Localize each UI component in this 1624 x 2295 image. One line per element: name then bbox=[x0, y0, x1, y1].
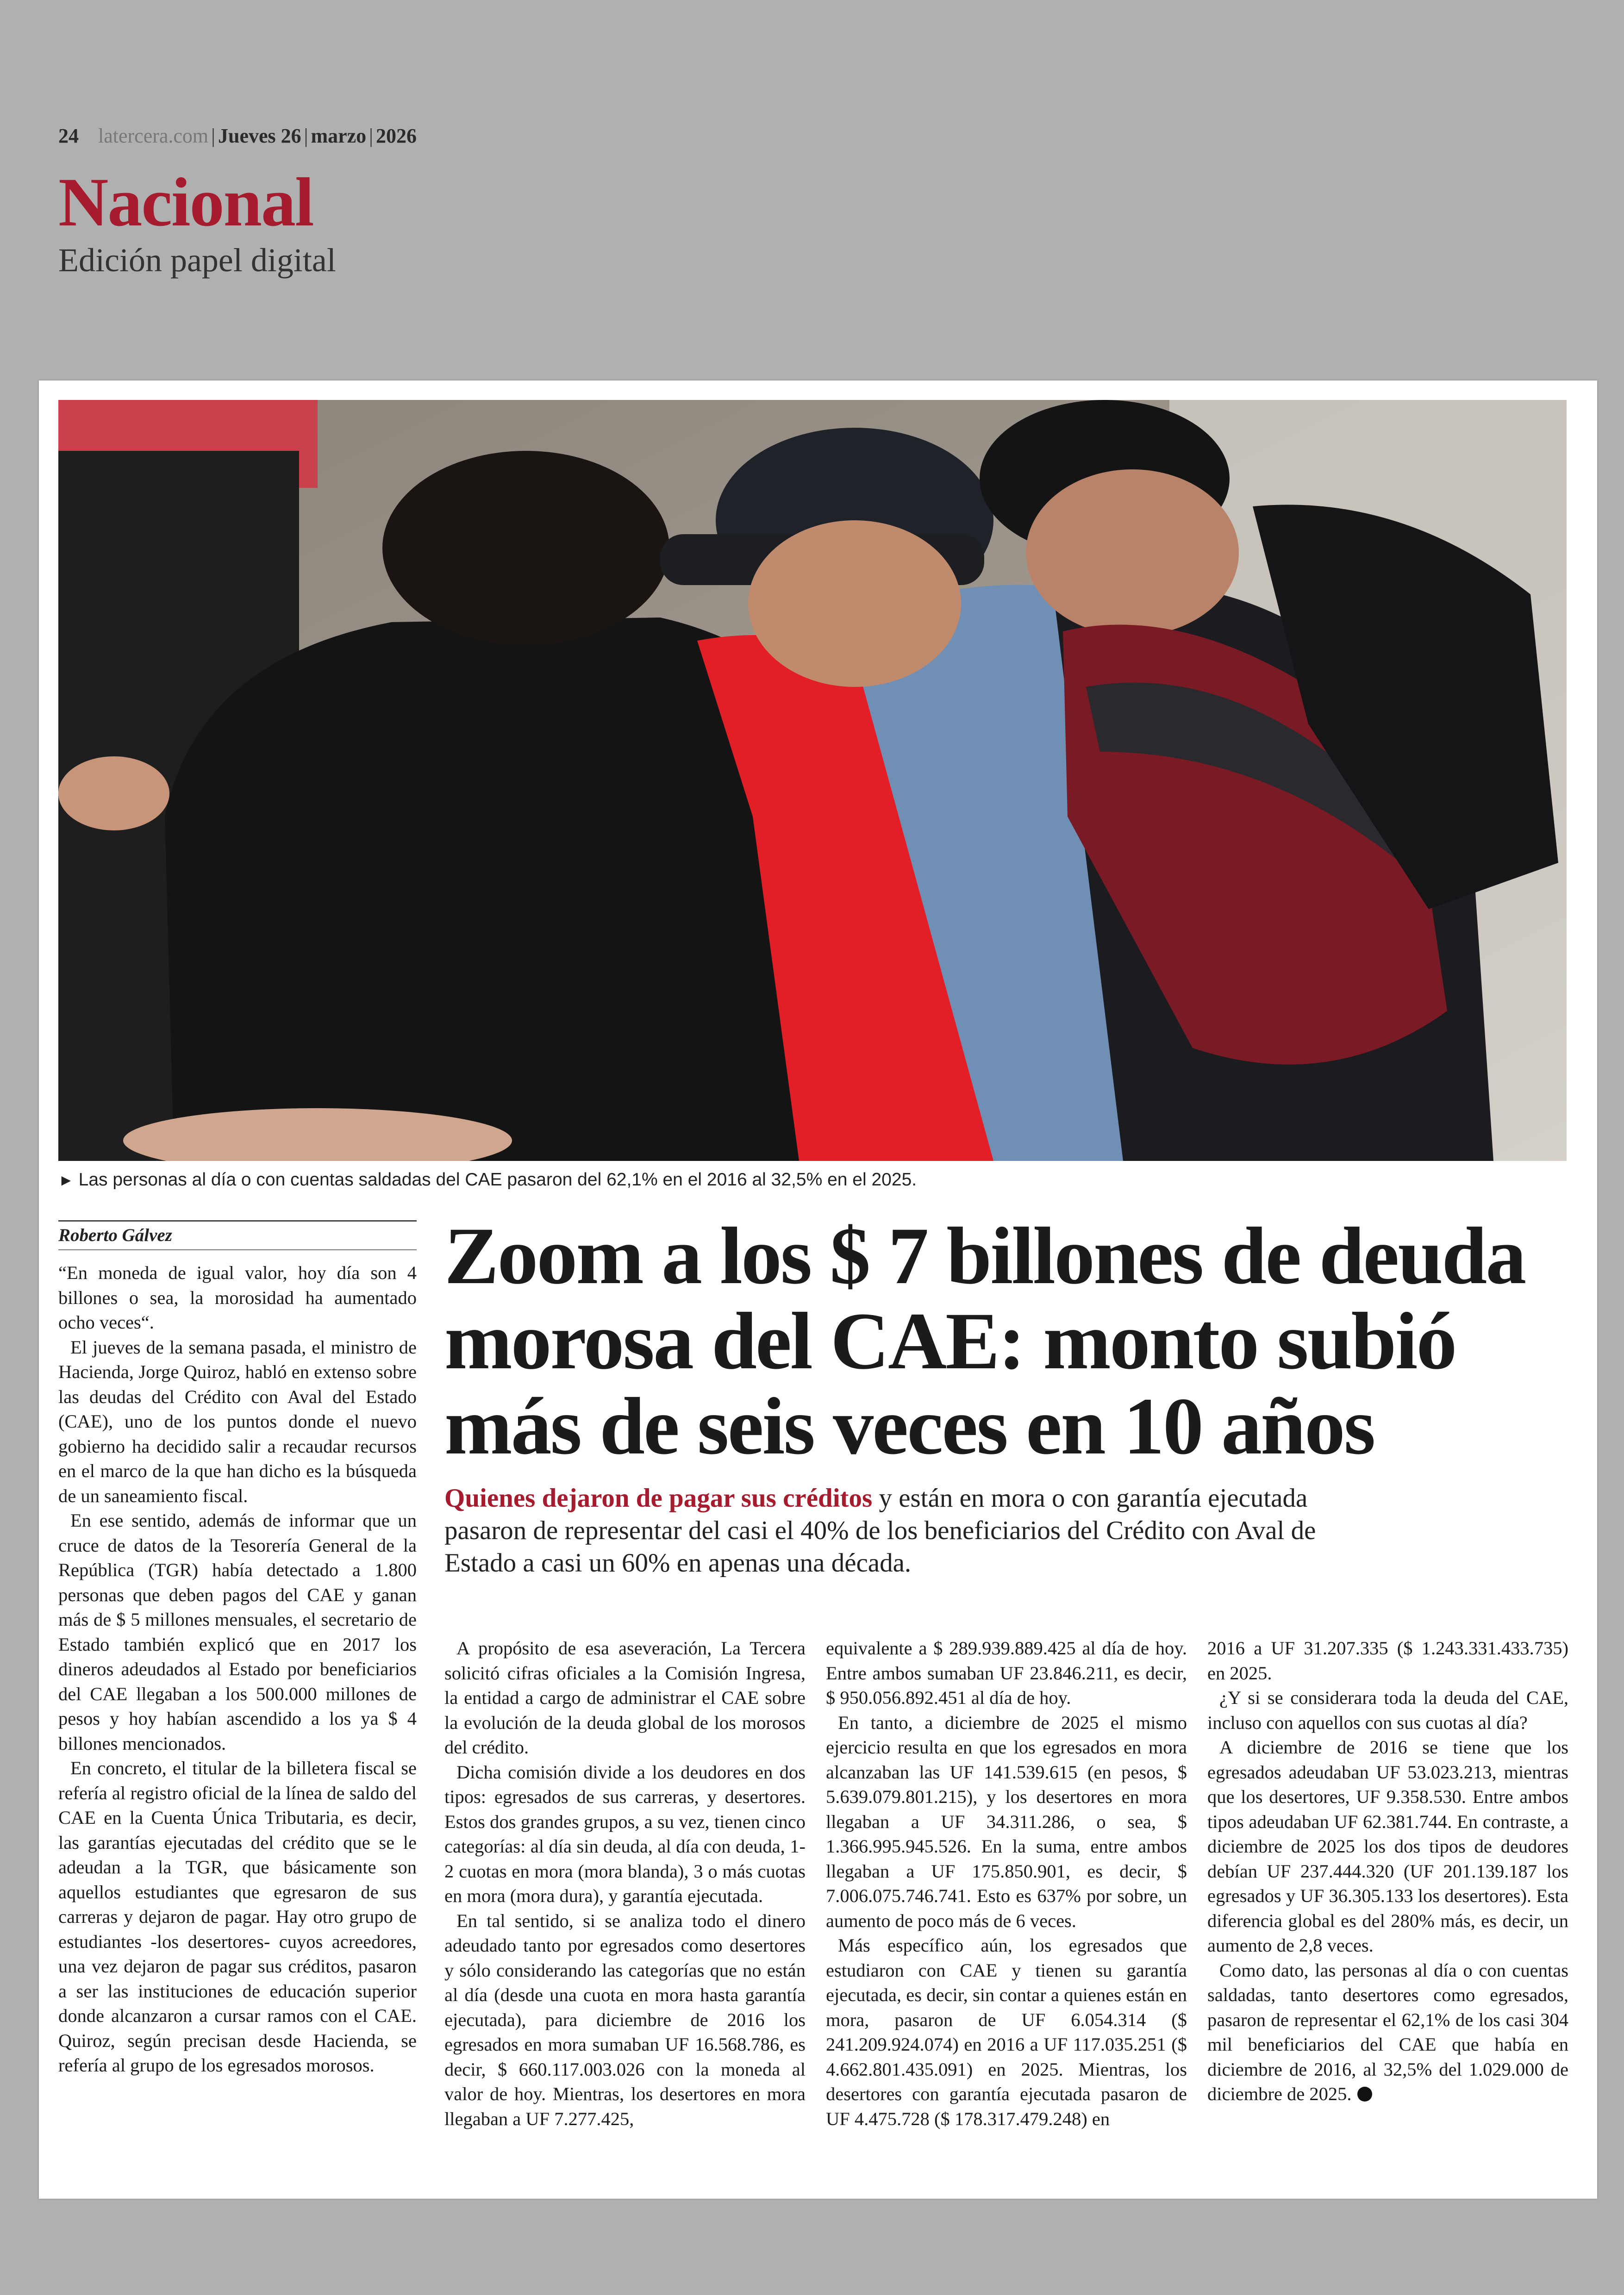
deck-lead: Quienes dejaron de pagar sus créditos bbox=[444, 1484, 873, 1513]
date-day: Jueves 26 bbox=[218, 125, 301, 147]
folio-line: 24 latercera.com | Jueves 26 | marzo | 2026 bbox=[58, 125, 417, 147]
left-paragraph: En ese sentido, además de informar que un cruce de datos de la Tesorería General de la República (TGR) había detectado a 1.800 personas que deben pagos del CAE y ganan más de $ 5 millones mensuales, el secretario de Estado también explicó que en 2017 los dineros adeudados al Estado por beneficiarios del CAE llegaban a los 500.000 millones de pesos y hoy habían ascendido a los ya $ 4 billones mencionados. bbox=[58, 1510, 417, 1754]
edition-label: Edición papel digital bbox=[58, 242, 336, 279]
page-header bbox=[58, 123, 417, 280]
left-paragraph: “En moneda de igual valor, hoy día son 4 billones o sea, la morosidad ha aumentado ocho veces“. bbox=[58, 1262, 417, 1333]
article-page bbox=[39, 380, 1597, 2199]
body-paragraph: equivalente a $ 289.939.889.425 al día de hoy. Entre ambos sumaban UF 23.846.211, es decir, $ 950.056.892.451 al día de hoy. bbox=[826, 1638, 1187, 1708]
body-paragraph: Más específico aún, los egresados que estudiaron con CAE y tienen su garantía ejecutada, es decir, sin contar a quienes están en mora, pasaron de UF 6.054.314 ($ 241.209.924.074) en 2016 a UF 117.035.251 ($ 4.662.801.435.091) en 2025. Mientras, los desertores con garantía ejecutada pasaron de UF 4.475.728 ($ 178.317.479.248) en bbox=[826, 1935, 1187, 2129]
date-month: marzo bbox=[311, 125, 367, 147]
body-paragraph: Dicha comisión divide a los deudores en dos tipos: egresados de sus carreras, y desertores. Estos dos grandes grupos, a su vez, tienen cinco categorías: al día sin deuda, al día con deuda, 1-2 cuotas en mora (mora blanda), 3 o más cuotas en mora (mora dura), y garantía ejecutada. bbox=[444, 1761, 806, 1906]
section-title: Nacional bbox=[58, 164, 313, 241]
site-name: latercera.com bbox=[98, 125, 209, 147]
body-paragraph: ¿Y si se considerara toda la deuda del CAE, incluso con aquellos con sus cuotas al día? bbox=[1207, 1687, 1568, 1733]
end-mark-icon bbox=[1357, 2087, 1372, 2102]
body-paragraph: En tanto, a diciembre de 2025 el mismo ejercicio resulta en que los egresados en mora alcanzaban las UF 141.539.615 (en pesos, $ 5.639.079.801.215), y los desertores en mora llegaban a UF 34.311.286, o sea, $ 1.366.995.945.526. En la suma, entre ambos llegaban a UF 175.850.901, es decir, $ 7.006.075.746.741. Esto es 637% por sobre, un aumento de poco más de 6 veces. bbox=[826, 1712, 1187, 1931]
left-column bbox=[58, 1220, 417, 2078]
caption-arrow-icon: ► bbox=[58, 1172, 74, 1189]
deck-text: y están en mora o con garantía ejecutada pasaron de representar del casi el 40% de los beneficiarios del Crédito con Aval de Estado a casi un 60% en apenas una década. bbox=[444, 1484, 1316, 1578]
byline: Roberto Gálvez bbox=[58, 1220, 417, 1250]
caption-text: Las personas al día o con cuentas saldadas del CAE pasaron del 62,1% en el 2016 al 32,5% en el 2025. bbox=[78, 1170, 917, 1190]
deck bbox=[444, 1482, 1324, 1579]
body-paragraph: A diciembre de 2016 se tiene que los egresados adeudaban UF 53.023.213, mientras que los desertores, UF 9.358.530. Entre ambos tipos adeudaban UF 62.381.744. En contraste, a diciembre de 2025 los dos tipos de deudores debían UF 237.444.320 (UF 201.139.187 los egresados y UF 36.305.133 los desertores). Esta diferencia global es del 280% más, es decir, un aumento de 2,8 veces. bbox=[1207, 1737, 1568, 1956]
left-column-body bbox=[58, 1260, 417, 2078]
headline: Zoom a los $ 7 billones de deuda morosa del CAE: monto subió más de seis veces en 10 años bbox=[444, 1211, 1525, 1472]
body-column-3 bbox=[1207, 1636, 1568, 2107]
date-year: 2026 bbox=[375, 125, 417, 147]
body-paragraph-last bbox=[1207, 1958, 1568, 2107]
body-column-2 bbox=[826, 1636, 1187, 2131]
photo-caption bbox=[58, 1167, 1567, 1193]
photo-illustration bbox=[58, 400, 1567, 1161]
last-paragraph-text: Como dato, las personas al día o con cuentas saldadas, tanto desertores como egresados, pasaron de representar el 62,1% de los casi 304 mil beneficiarios del CAE que había en diciembre de 2016, al 32,5% del 1.029.000 de diciembre de 2025. bbox=[1207, 1959, 1568, 2104]
body-paragraph: 2016 a UF 31.207.335 ($ 1.243.331.433.735) en 2025. bbox=[1207, 1638, 1568, 1684]
body-paragraph: En tal sentido, si se analiza todo el dinero adeudado tanto por egresados como desertores y sólo considerando las categorías que no están al día (desde una cuota en mora hasta garantía ejecutada), para diciembre de 2016 los egresados en mora sumaban UF 16.568.786, es decir, $ 660.117.003.026 con la moneda al valor de hoy. Mientras, los desertores en mora llegaban a UF 7.277.425, bbox=[444, 1910, 806, 2129]
left-paragraph: El jueves de la semana pasada, el ministro de Hacienda, Jorge Quiroz, habló en extenso sobre las deudas del Crédito con Aval del Estado (CAE), uno de los puntos donde el nuevo gobierno ha decidido salir a recaudar recursos en el marco de la que han dicho es la búsqueda de un saneamiento fiscal. bbox=[58, 1336, 417, 1506]
body-column-1 bbox=[444, 1636, 806, 2131]
page-number: 24 bbox=[58, 125, 79, 147]
body-paragraph: A propósito de esa aseveración, La Tercera solicitó cifras oficiales a la Comisión Ingresa, la entidad a cargo de administrar el CAE sobre la evolución de la deuda global de los morosos del crédito. bbox=[444, 1638, 806, 1758]
article-photo bbox=[58, 400, 1567, 1161]
left-paragraph: En concreto, el titular de la billetera fiscal se refería al registro oficial de la línea de saldo del CAE en la Cuenta Única Tributaria, es decir, las garantías ejecutadas del crédito que se le adeudan a la TGR, que básicamente son aquellos estudiantes que egresaron de sus carreras y dejaron de pagar. Hay otro grupo de estudiantes -los desertores- cuyos acreedores, una vez dejaron de pagar sus créditos, pasaron a ser las instituciones de educación superior donde alcanzaron a cursar ramos con el CAE. Quiroz, según precisan desde Hacienda, se refería al grupo de los egresados morosos. bbox=[58, 1758, 417, 2076]
